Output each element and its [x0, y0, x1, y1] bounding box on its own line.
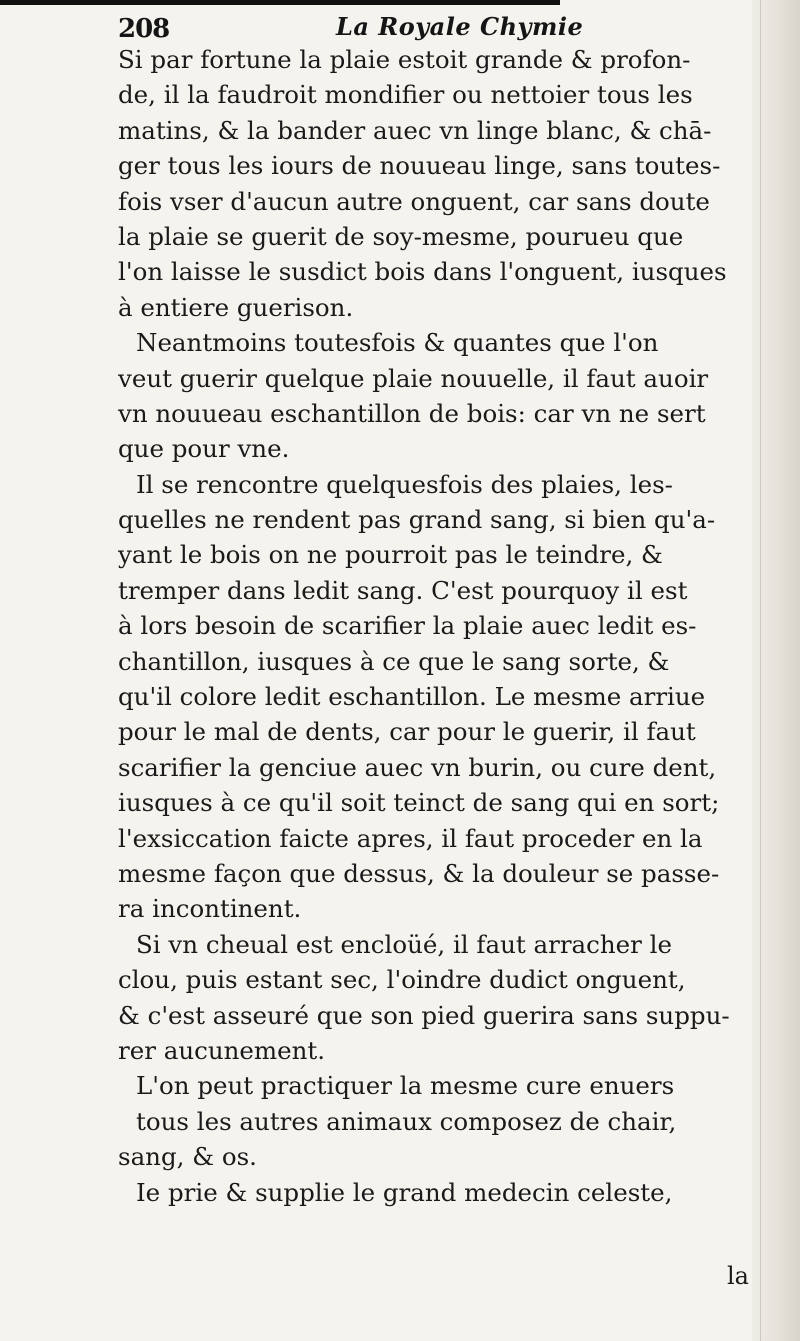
text-line: Neantmoins toutesfois & quantes que l'on — [136, 328, 659, 358]
text-line: fois vser d'aucun autre onguent, car sans doute — [118, 186, 710, 216]
text-line: scarifier la genciue auec vn burin, ou cure dent, — [118, 752, 717, 782]
text-line: à entiere guerison. — [118, 292, 354, 322]
text-line: pour le mal de dents, car pour le guerir, il faut — [118, 717, 696, 747]
text-line: rer aucunement. — [118, 1035, 326, 1065]
page-number: 208 — [118, 14, 170, 44]
text-line: matins, & la bander auec vn linge blanc, & chā- — [118, 115, 712, 145]
text-line: yant le bois on ne pourroit pas le teindre, & — [118, 540, 663, 570]
text-line: sang, & os. — [118, 1142, 257, 1172]
running-head: La Royale Chymie — [336, 12, 584, 41]
text-line: que pour vne. — [118, 434, 290, 464]
text-line: L'on peut practiquer la mesme cure enuers — [136, 1071, 675, 1101]
text-line: la plaie se guerit de soy-mesme, pourueu que — [118, 221, 684, 251]
text-line: tremper dans ledit sang. C'est pourquoy il est — [118, 575, 688, 605]
text-line: Ie prie & supplie le grand medecin celeste, — [136, 1177, 673, 1207]
text-line: clou, puis estant sec, l'oindre dudict onguent, — [118, 965, 686, 995]
text-line: qu'il colore ledit eschantillon. Le mesme arriue — [118, 682, 706, 712]
text-line: ger tous les iours de nouueau linge, sans toutes- — [118, 151, 721, 181]
text-line: mesme façon que dessus, & la douleur se passe- — [118, 858, 720, 888]
text-line: tous les autres animaux composez de chair, — [136, 1106, 677, 1136]
text-line: Si par fortune la plaie estoit grande & profon- — [118, 45, 691, 74]
text-line: de, il la faudroit mondifier ou nettoier tous les — [118, 80, 693, 110]
text-line: Si vn cheual est encloüé, il faut arracher le — [136, 929, 672, 959]
text-line: iusques à ce qu'il soit teinct de sang qui en sort; — [118, 788, 720, 818]
text-line: quelles ne rendent pas grand sang, si bien qu'a- — [118, 505, 716, 535]
catchword: la — [727, 1262, 749, 1290]
text-line: & c'est asseuré que son pied guerira sans suppu- — [118, 1000, 730, 1030]
text-line: l'exsiccation faicte apres, il faut proceder en la — [118, 823, 703, 853]
text-line: vn nouueau eschantillon de bois: car vn ne sert — [118, 398, 706, 428]
text-line: l'on laisse le susdict bois dans l'onguent, iusques — [118, 257, 727, 287]
page-top-edge — [0, 0, 560, 5]
text-line: veut guerir quelque plaie nouuelle, il faut auoir — [118, 363, 709, 393]
text-line: à lors besoin de scarifier la plaie auec ledit es- — [118, 611, 697, 641]
text-line: chantillon, iusques à ce que le sang sorte, & — [118, 646, 670, 676]
page-gutter-edge — [752, 0, 800, 1341]
text-line: ra incontinent. — [118, 894, 302, 924]
text-line: Il se rencontre quelquesfois des plaies, les- — [136, 469, 673, 499]
body-text — [118, 42, 758, 1210]
